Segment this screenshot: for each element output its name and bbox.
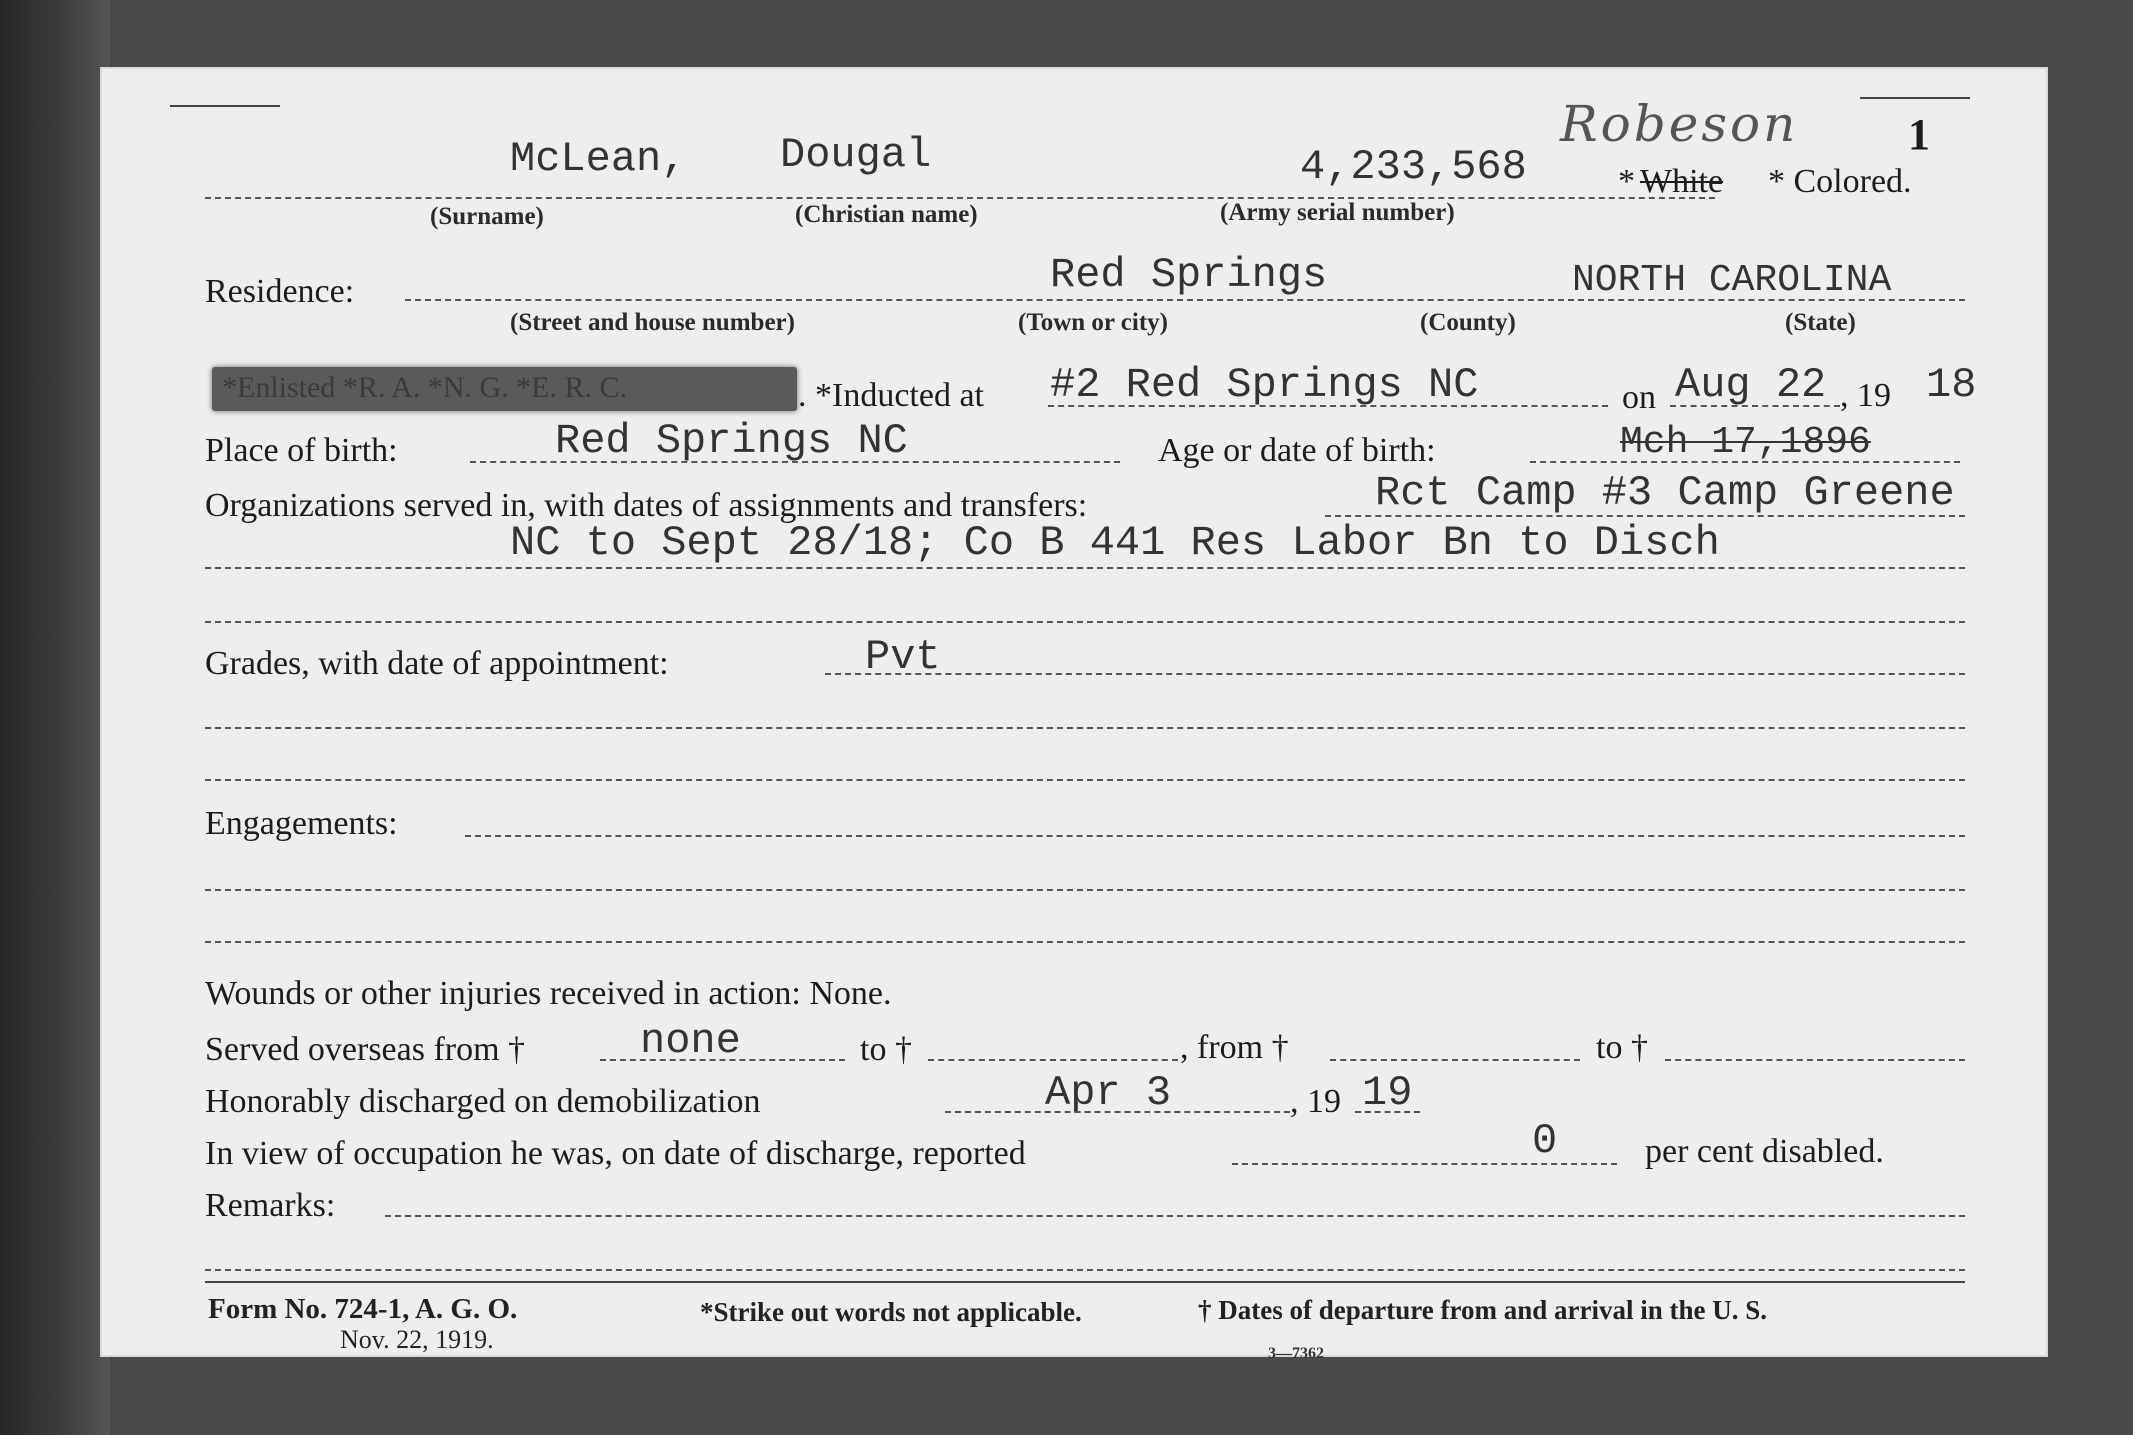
grades-line1: [825, 673, 1965, 675]
scan-edge: [0, 0, 110, 1435]
inducted-year: 18: [1926, 361, 1977, 409]
discharge-date: Apr 3: [1045, 1069, 1172, 1117]
enlisted-redaction: [212, 367, 797, 411]
record-card: [100, 67, 2048, 1362]
remarks-line1: [385, 1215, 1965, 1217]
surname-value: McLean,: [510, 135, 687, 183]
on-label: on: [1622, 379, 1656, 416]
footer-rule: [205, 1281, 1965, 1283]
inducted-year-prefix: , 19: [1840, 377, 1891, 414]
dates-note: † Dates of departure from and arrival in the U. S.: [1198, 1295, 1767, 1325]
discharge-year-line: [1355, 1111, 1420, 1113]
county-note: Robeson: [1560, 95, 1799, 153]
street-caption: (Street and house number): [510, 309, 795, 336]
organizations-label: Organizations served in, with dates of assignments and transfers:: [205, 487, 1088, 524]
form-date: Nov. 22, 1919.: [340, 1325, 494, 1354]
white-option: White: [1640, 163, 1724, 200]
form-number: Form No. 724-1, A. G. O.: [208, 1293, 518, 1325]
residence-town: Red Springs: [1050, 251, 1328, 299]
discharge-year: 19: [1362, 1069, 1413, 1117]
residence-state: NORTH CAROLINA: [1572, 259, 1892, 302]
engagements-label: Engagements:: [205, 805, 398, 842]
christian-caption: (Christian name): [795, 201, 978, 228]
discharge-date-line: [945, 1111, 1290, 1113]
residence-label: Residence:: [205, 273, 355, 310]
overseas-to2-line: [1665, 1059, 1965, 1061]
serial-caption: (Army serial number): [1220, 199, 1455, 226]
organizations-line1-rule: [1325, 515, 1965, 517]
town-caption: (Town or city): [1018, 309, 1168, 336]
christian-name-value: Dougal: [780, 131, 932, 179]
grades-label: Grades, with date of appointment:: [205, 645, 669, 682]
inducted-date: Aug 22: [1675, 361, 1827, 409]
enlisted-redacted-text: *Enlisted *R. A. *N. G. *E. R. C.: [222, 371, 628, 404]
top-rule: [170, 105, 280, 107]
disability-line: [1232, 1163, 1617, 1165]
birthdate-line: [1530, 461, 1960, 463]
discharge-label: Honorably discharged on demobilization: [205, 1083, 761, 1120]
overseas-to2: to †: [1596, 1029, 1648, 1066]
wounds-label: Wounds or other injuries received in action: None.: [205, 975, 892, 1012]
organizations-line1: Rct Camp #3 Camp Greene: [1375, 469, 1955, 517]
remarks-label: Remarks:: [205, 1187, 336, 1224]
card-number: 1: [1908, 110, 1930, 159]
grades-line2: [205, 727, 1965, 729]
white-star: *: [1618, 163, 1635, 200]
birthplace-line: [470, 461, 1120, 463]
disability-label: In view of occupation he was, on date of discharge, reported: [205, 1135, 1026, 1172]
engagements-line3: [205, 941, 1965, 943]
disability-value: 0: [1532, 1117, 1558, 1165]
card-number-rule: [1860, 97, 1970, 99]
remarks-line2: [205, 1269, 1965, 1271]
overseas-label: Served overseas from †: [205, 1031, 526, 1068]
surname-caption: (Surname): [430, 203, 544, 230]
organizations-line2: NC to Sept 28/18; Co B 441 Res Labor Bn to Disch: [510, 519, 1720, 567]
strike-note: *Strike out words not applicable.: [700, 1297, 1082, 1327]
overseas-from2: , from †: [1180, 1029, 1289, 1066]
overseas-to1: to †: [860, 1031, 912, 1068]
overseas-value: none: [640, 1017, 741, 1065]
inducted-date-line: [1670, 405, 1840, 407]
print-code: 3—7362: [1268, 1345, 1324, 1362]
engagements-line2: [205, 889, 1965, 891]
birthplace-value: Red Springs NC: [555, 417, 908, 465]
grades-line3: [205, 779, 1965, 781]
engagements-line1: [465, 835, 1965, 837]
overseas-from2-line: [1330, 1059, 1580, 1061]
colored-option: * Colored.: [1768, 163, 1912, 200]
birthplace-label: Place of birth:: [205, 432, 398, 469]
discharge-year-prefix: , 19: [1290, 1083, 1341, 1120]
inducted-label: . *Inducted at: [798, 377, 984, 414]
overseas-from-line: [600, 1059, 845, 1061]
inducted-place-line: [1048, 405, 1608, 407]
birthdate-value: Mch 17,1896: [1620, 421, 1871, 464]
disability-suffix: per cent disabled.: [1645, 1133, 1884, 1170]
birthdate-label: Age or date of birth:: [1158, 432, 1436, 469]
organizations-line3-rule: [205, 621, 1965, 623]
serial-number-value: 4,233,568: [1300, 143, 1527, 191]
name-line: [205, 197, 1715, 199]
inducted-place: #2 Red Springs NC: [1050, 361, 1479, 409]
overseas-to1-line: [928, 1059, 1178, 1061]
organizations-line2-rule: [205, 567, 1965, 569]
county-caption: (County): [1420, 309, 1516, 336]
residence-line: [405, 299, 1965, 301]
state-caption: (State): [1785, 309, 1856, 336]
grades-value: Pvt: [865, 633, 941, 681]
